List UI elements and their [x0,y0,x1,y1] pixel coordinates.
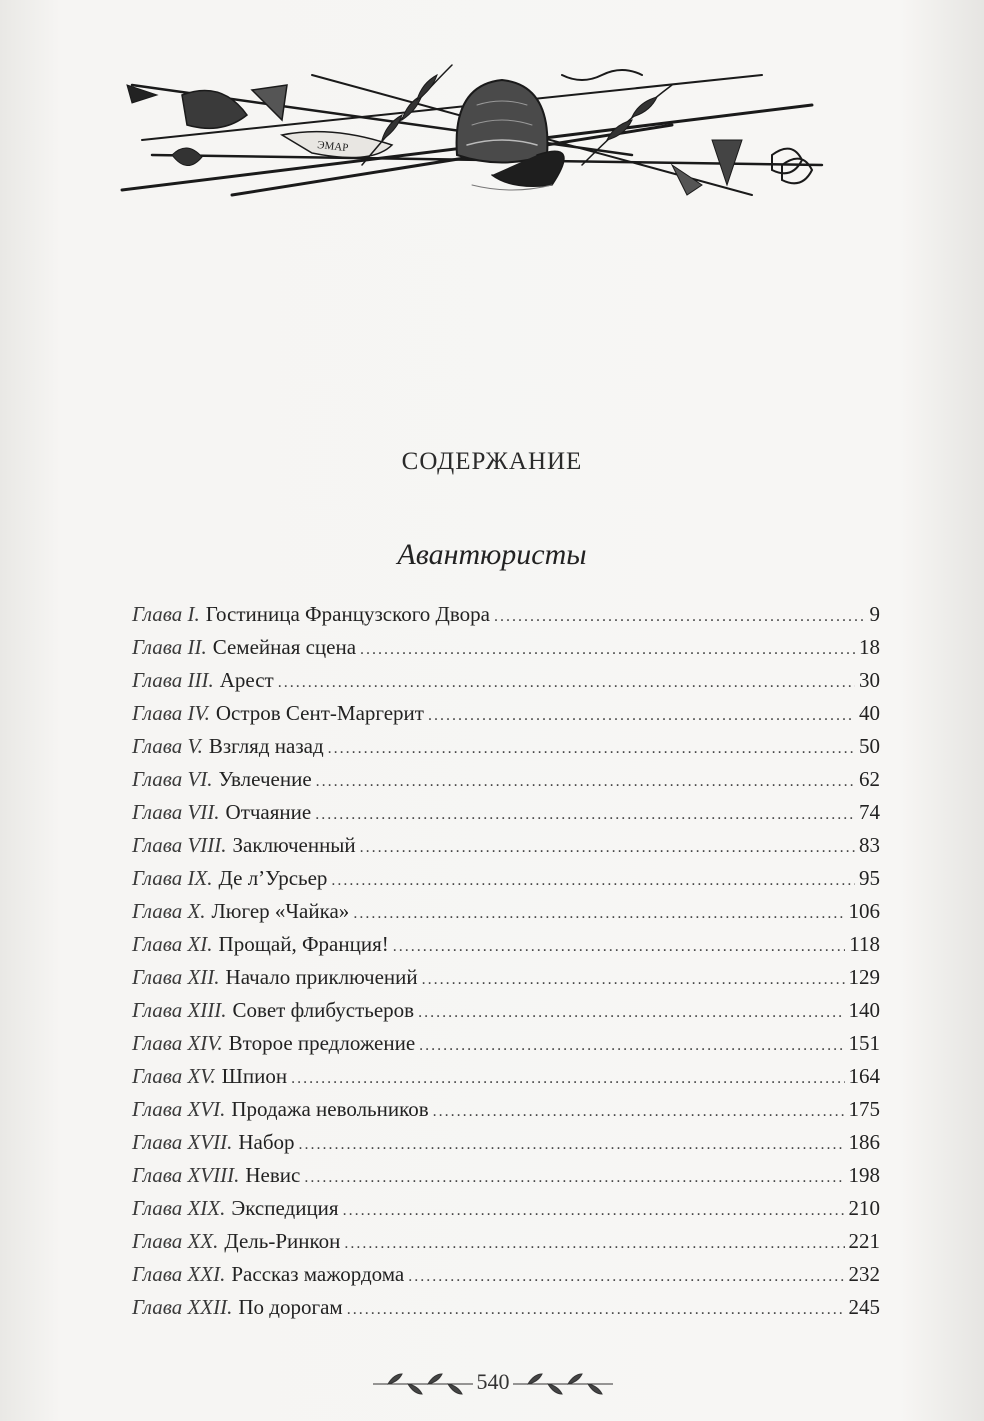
chapter-title: По дорогам [238,1295,343,1319]
chapter-page-number: 175 [848,1097,880,1121]
chapter-page-number: 62 [859,767,880,791]
dot-leader [344,1227,844,1260]
chapter-title: Невис [245,1163,301,1187]
toc-entry [132,796,880,829]
dot-leader [304,1161,844,1194]
chapter-label: Глава XI. [132,932,213,956]
chapter-page-number: 151 [848,1031,880,1055]
chapter-page-number: 18 [859,635,880,659]
dot-leader [291,1062,844,1095]
chapter-title: Второе предложение [228,1031,416,1055]
dot-leader [422,963,845,996]
toc-entry [132,730,880,763]
toc-entry [132,1291,880,1324]
dot-leader [360,831,855,864]
chapter-label: Глава II. [132,635,207,659]
chapter-title: Взгляд назад [208,734,324,758]
toc-entry [132,763,880,796]
toc-entry [132,664,880,697]
chapter-title: Дель-Ринкон [224,1229,341,1253]
toc-entry [132,1192,880,1225]
chapter-label: Глава XV. [132,1064,216,1088]
chapter-title: Шпион [221,1064,288,1088]
chapter-label: Глава XIII. [132,998,227,1022]
banner-text: ЭМАР [316,139,349,155]
dot-leader [315,798,855,831]
dot-leader [494,600,866,633]
chapter-page-number: 186 [848,1130,880,1154]
toc-entry [132,1225,880,1258]
chapter-label: Глава XVI. [132,1097,226,1121]
chapter-page-number: 140 [848,998,880,1022]
chapter-label: Глава XVII. [132,1130,233,1154]
chapter-label: Глава VI. [132,767,213,791]
dot-leader [343,1194,845,1227]
page-number: 540 [476,1369,510,1394]
dot-leader [316,765,855,798]
chapter-label: Глава VIII. [132,833,227,857]
toc-entry [132,1159,880,1192]
chapter-label: Глава XIV. [132,1031,223,1055]
chapter-title: Гостиница Французского Двора [205,602,490,626]
toc-entry [132,697,880,730]
chapter-title: Увлечение [218,767,312,791]
chapter-page-number: 129 [848,965,880,989]
chapter-title: Семейная сцена [212,635,357,659]
chapter-page-number: 9 [869,602,880,626]
chapter-label: Глава VII. [132,800,220,824]
chapter-label: Глава III. [132,668,214,692]
chapter-label: Глава XX. [132,1229,219,1253]
dot-leader [353,897,844,930]
chapter-title: Рассказ мажордома [231,1262,405,1286]
chapter-page-number: 232 [848,1262,880,1286]
chapter-label: Глава IX. [132,866,213,890]
toc-entry [132,961,880,994]
toc-entry [132,1027,880,1060]
dot-leader [433,1095,845,1128]
chapter-label: Глава XXII. [132,1295,233,1319]
chapter-label: Глава XII. [132,965,220,989]
chapter-page-number: 74 [859,800,880,824]
chapter-label: Глава XIX. [132,1196,226,1220]
dot-leader [360,633,855,666]
dot-leader [328,732,855,765]
chapter-title: Отчаяние [225,800,312,824]
toc-entry [132,928,880,961]
chapter-page-number: 118 [849,932,880,956]
chapter-page-number: 30 [859,668,880,692]
dot-leader [418,996,844,1029]
section-title: Авантюристы [397,538,587,571]
toc-entry [132,994,880,1027]
dot-leader [408,1260,844,1293]
chapter-label: Глава V. [132,734,203,758]
chapter-page-number: 83 [859,833,880,857]
chapter-title: Арест [219,668,274,692]
dot-leader [278,666,855,699]
table-of-contents [132,598,880,1324]
toc-entry [132,1258,880,1291]
chapter-page-number: 95 [859,866,880,890]
dot-leader [393,930,846,963]
chapter-label: Глава XVIII. [132,1163,240,1187]
chapter-page-number: 210 [848,1196,880,1220]
chapter-title: Набор [238,1130,295,1154]
toc-entry [132,1126,880,1159]
chapter-title: Экспедиция [231,1196,339,1220]
chapter-page-number: 245 [848,1295,880,1319]
chapter-page-number: 164 [848,1064,880,1088]
chapter-title: Начало приключений [225,965,418,989]
chapter-title: Заключенный [232,833,356,857]
weapons-trophy-illustration [112,45,852,215]
chapter-title: Прощай, Франция! [218,932,389,956]
chapter-page-number: 50 [859,734,880,758]
chapter-label: Глава X. [132,899,206,923]
toc-entry [132,631,880,664]
toc-entry [132,895,880,928]
chapter-title: Остров Сент-Маргерит [215,701,424,725]
dot-leader [428,699,855,732]
chapter-title: Де л’Урсьер [218,866,328,890]
toc-entry [132,1093,880,1126]
chapter-page-number: 106 [848,899,880,923]
toc-entry [132,862,880,895]
toc-entry [132,598,880,631]
toc-entry [132,1060,880,1093]
chapter-label: Глава IV. [132,701,210,725]
toc-entry [132,829,880,862]
footer-ornament [368,1362,618,1402]
dot-leader [419,1029,844,1062]
chapter-label: Глава I. [132,602,200,626]
page-title: СОДЕРЖАНИЕ [401,448,583,475]
chapter-label: Глава XXI. [132,1262,226,1286]
chapter-title: Люгер «Чайка» [211,899,350,923]
chapter-page-number: 221 [848,1229,880,1253]
chapter-page-number: 40 [859,701,880,725]
dot-leader [331,864,855,897]
dot-leader [347,1293,845,1326]
chapter-title: Совет флибустьеров [232,998,415,1022]
dot-leader [299,1128,845,1161]
chapter-title: Продажа невольников [231,1097,429,1121]
chapter-page-number: 198 [848,1163,880,1187]
